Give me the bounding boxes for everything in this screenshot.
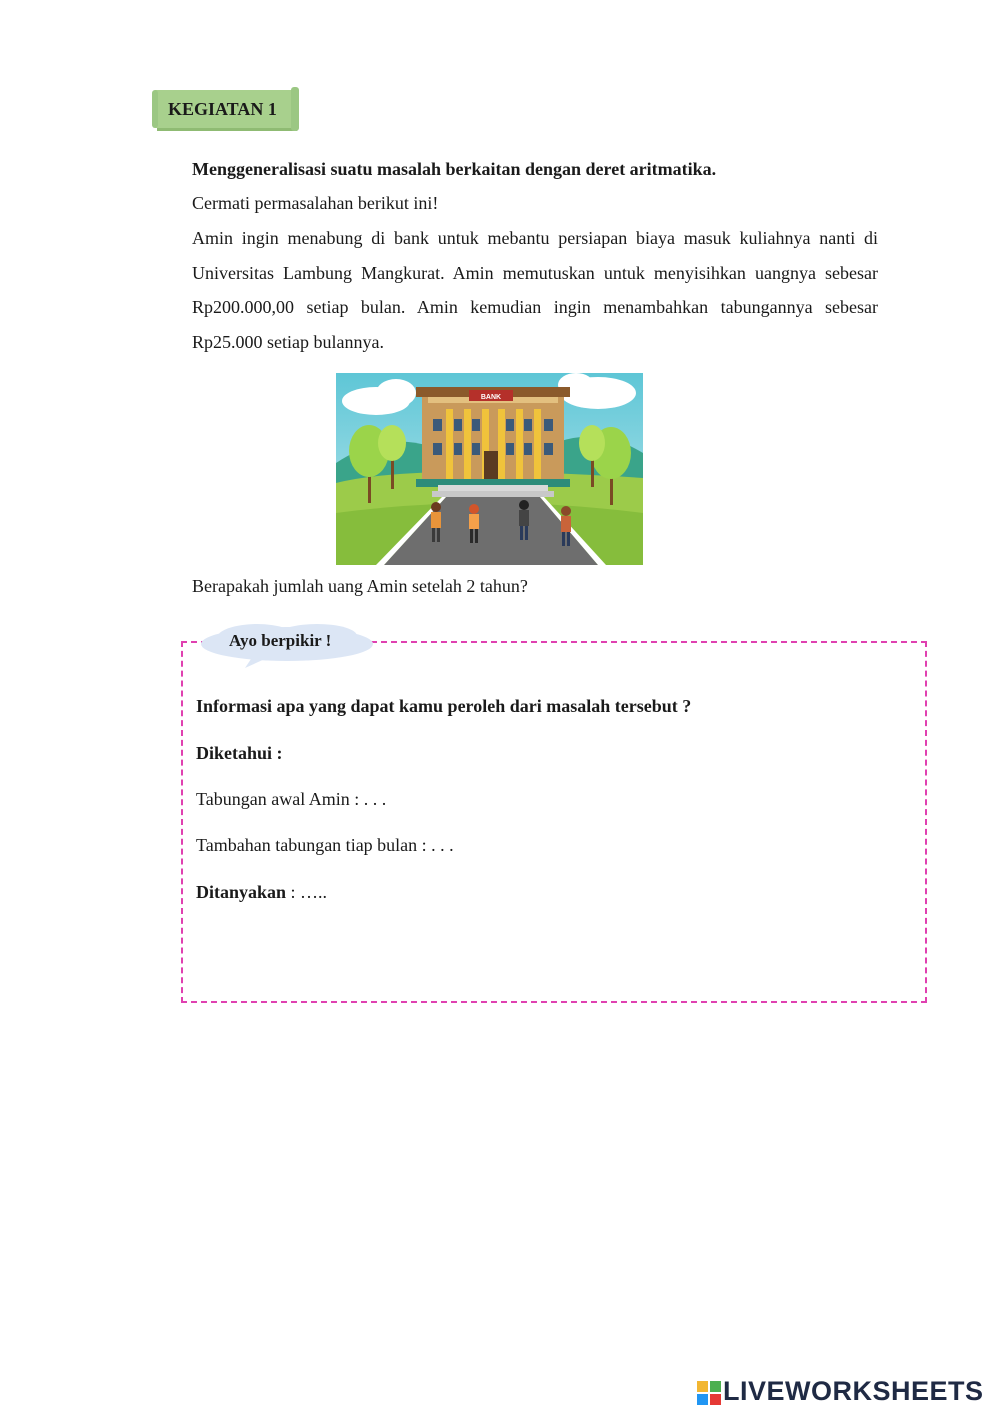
main-question: Berapakah jumlah uang Amin setelah 2 tahun?	[192, 576, 528, 596]
info-question: Informasi apa yang dapat kamu peroleh dari masalah tersebut ?	[196, 696, 692, 716]
activity-title: KEGIATAN 1	[168, 99, 277, 119]
intro-text: Cermati permasalahan berikut ini!	[192, 193, 439, 213]
liveworksheets-logo-icon	[697, 1381, 721, 1405]
section-heading: Menggeneralisasi suatu masalah berkaitan dengan deret aritmatika.	[192, 159, 717, 179]
brand-logo-text[interactable]: LIVEWORKSHEETS	[723, 1376, 984, 1406]
think-box-label: Ayo berpikir !	[229, 631, 332, 650]
bank-illustration	[336, 373, 643, 565]
bank-sign: BANK	[480, 394, 502, 401]
known-item-initial-savings: Tabungan awal Amin : . . .	[196, 789, 387, 809]
asked-value: : …..	[286, 882, 328, 902]
known-label: Diketahui :	[196, 743, 283, 763]
known-item-monthly-addition: Tambahan tabungan tiap bulan : . . .	[196, 835, 454, 855]
banner-fold-right	[291, 87, 299, 131]
problem-paragraph: Amin ingin menabung di bank untuk mebantu persiapan biaya masuk kuliahnya nanti di Universitas Lambung Mangkurat. Amin memutuskan untuk menyisihkan uangnya sebesar Rp200.000,00 setiap bulan. Amin kemudian ingin menambahkan tabungannya sebesar Rp25.000 setiap bulannya.	[192, 228, 878, 352]
banner-fold-left	[152, 90, 158, 128]
asked-line	[196, 882, 327, 903]
asked-label: Ditanyakan	[196, 882, 287, 902]
activity-banner	[155, 90, 295, 128]
